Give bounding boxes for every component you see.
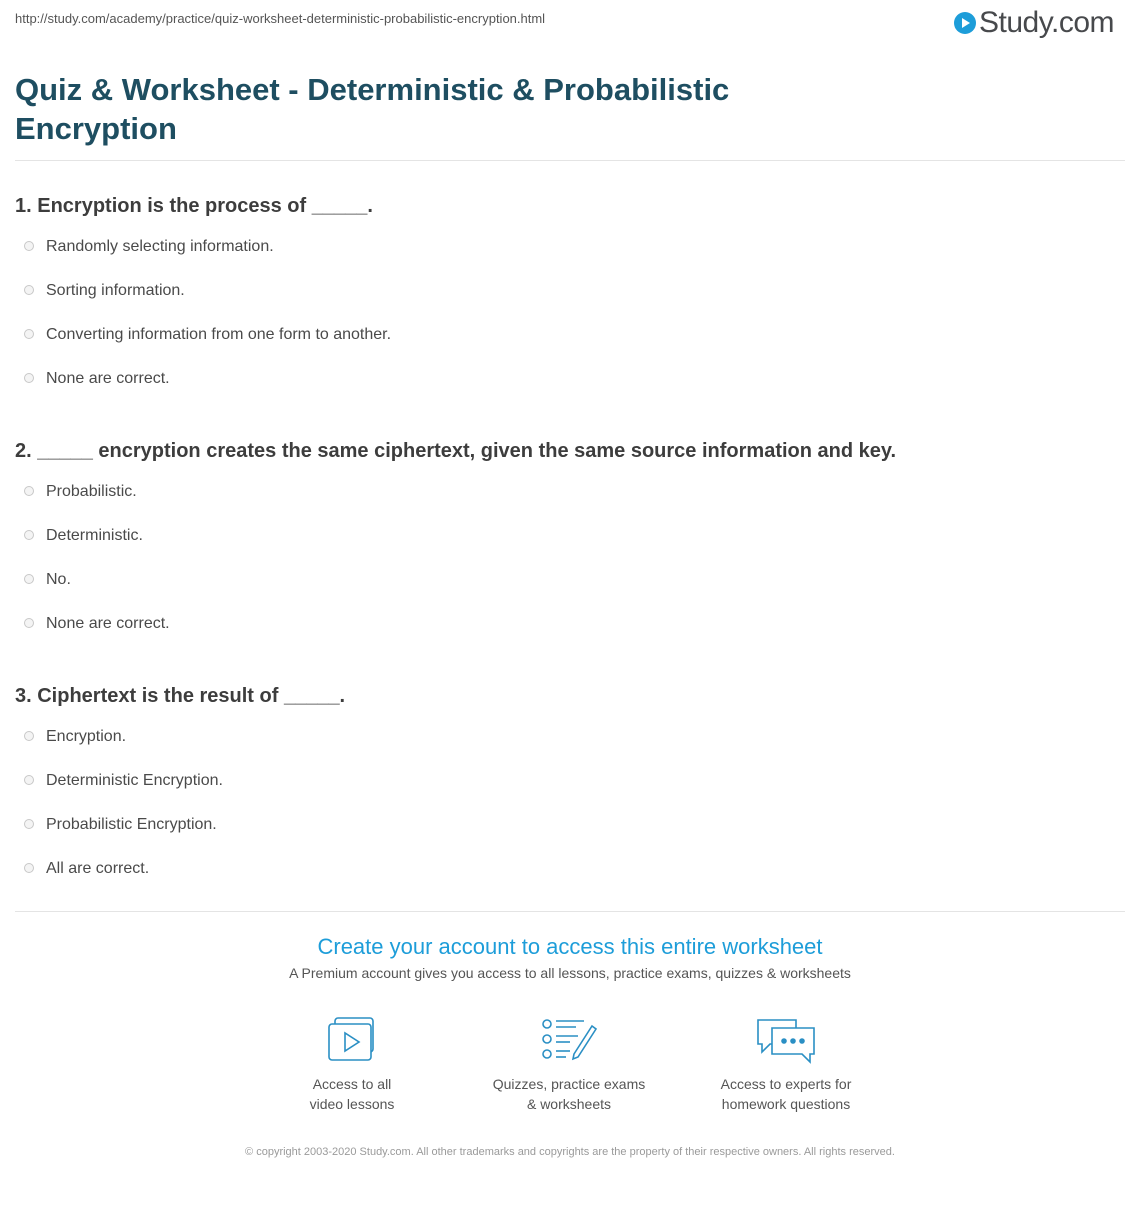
radio-button-icon[interactable] (24, 574, 34, 584)
answer-option[interactable] (15, 853, 1125, 897)
feature-video-lessons (252, 1016, 452, 1114)
question-2 (15, 437, 1125, 652)
radio-button-icon[interactable] (24, 863, 34, 873)
page-url[interactable]: http://study.com/academy/practice/quiz-worksheet-deterministic-probabilistic-encryption.html (15, 11, 546, 26)
answer-option[interactable] (15, 721, 1125, 765)
radio-button-icon[interactable] (24, 373, 34, 383)
page-title: Quiz & Worksheet - Deterministic & Probabilistic Encryption (15, 72, 730, 146)
feature-label-line1: Access to experts for (720, 1076, 852, 1092)
quiz-checklist-icon (469, 1016, 669, 1066)
cta-divider (15, 911, 1125, 912)
play-logo-icon (954, 12, 976, 34)
feature-label-line2: homework questions (721, 1096, 851, 1112)
feature-label-line1: Quizzes, practice exams (492, 1076, 646, 1092)
answer-option[interactable] (15, 809, 1125, 853)
radio-button-icon[interactable] (24, 819, 34, 829)
option-label: Probabilistic Encryption. (46, 816, 217, 833)
answer-option[interactable] (15, 275, 1125, 319)
option-label: Encryption. (46, 728, 127, 745)
option-label: Randomly selecting information. (46, 238, 274, 255)
feature-quizzes (469, 1016, 669, 1114)
option-label: No. (46, 571, 71, 588)
answer-option[interactable] (15, 319, 1125, 363)
answer-option[interactable] (15, 363, 1125, 407)
create-account-link[interactable]: Create your account to access this entire worksheet (317, 934, 823, 959)
feature-label-line2: & worksheets (526, 1096, 612, 1112)
answer-option[interactable] (15, 476, 1125, 520)
premium-description: A Premium account gives you access to all lessons, practice exams, quizzes & worksheets (289, 965, 851, 981)
option-label: Probabilistic. (46, 483, 137, 500)
option-label: Sorting information. (46, 282, 185, 299)
answer-option[interactable] (15, 765, 1125, 809)
feature-label-line1: Access to all (312, 1076, 392, 1092)
option-label: Converting information from one form to another. (46, 326, 392, 343)
logo-text: Study.com (979, 6, 1114, 39)
answer-option[interactable] (15, 564, 1125, 608)
option-label: Deterministic. (46, 527, 143, 544)
option-label: None are correct. (46, 615, 170, 632)
copyright-text: © copyright 2003-2020 Study.com. All other trademarks and copyrights are the property of their respective owners. All rights reserved. (245, 1146, 895, 1158)
answer-option[interactable] (15, 520, 1125, 564)
option-label: Deterministic Encryption. (46, 772, 223, 789)
feature-experts (686, 1016, 886, 1114)
radio-button-icon[interactable] (24, 530, 34, 540)
question-text: 1. Encryption is the process of _____. (15, 195, 373, 217)
radio-button-icon[interactable] (24, 285, 34, 295)
question-text: 2. _____ encryption creates the same ciphertext, given the same source information and key. (15, 440, 897, 462)
radio-button-icon[interactable] (24, 618, 34, 628)
feature-label-line2: video lessons (309, 1096, 395, 1112)
radio-button-icon[interactable] (24, 241, 34, 251)
option-label: All are correct. (46, 860, 150, 877)
option-label: None are correct. (46, 370, 170, 387)
study-logo[interactable] (954, 6, 1114, 40)
quiz-questions (15, 192, 1125, 927)
title-divider (15, 160, 1125, 161)
question-3 (15, 682, 1125, 897)
video-lesson-icon (252, 1016, 452, 1066)
answer-option[interactable] (15, 608, 1125, 652)
radio-button-icon[interactable] (24, 329, 34, 339)
chat-bubbles-icon (686, 1016, 886, 1066)
answer-option[interactable] (15, 231, 1125, 275)
radio-button-icon[interactable] (24, 775, 34, 785)
radio-button-icon[interactable] (24, 731, 34, 741)
radio-button-icon[interactable] (24, 486, 34, 496)
question-1 (15, 192, 1125, 407)
question-text: 3. Ciphertext is the result of _____. (15, 685, 346, 707)
